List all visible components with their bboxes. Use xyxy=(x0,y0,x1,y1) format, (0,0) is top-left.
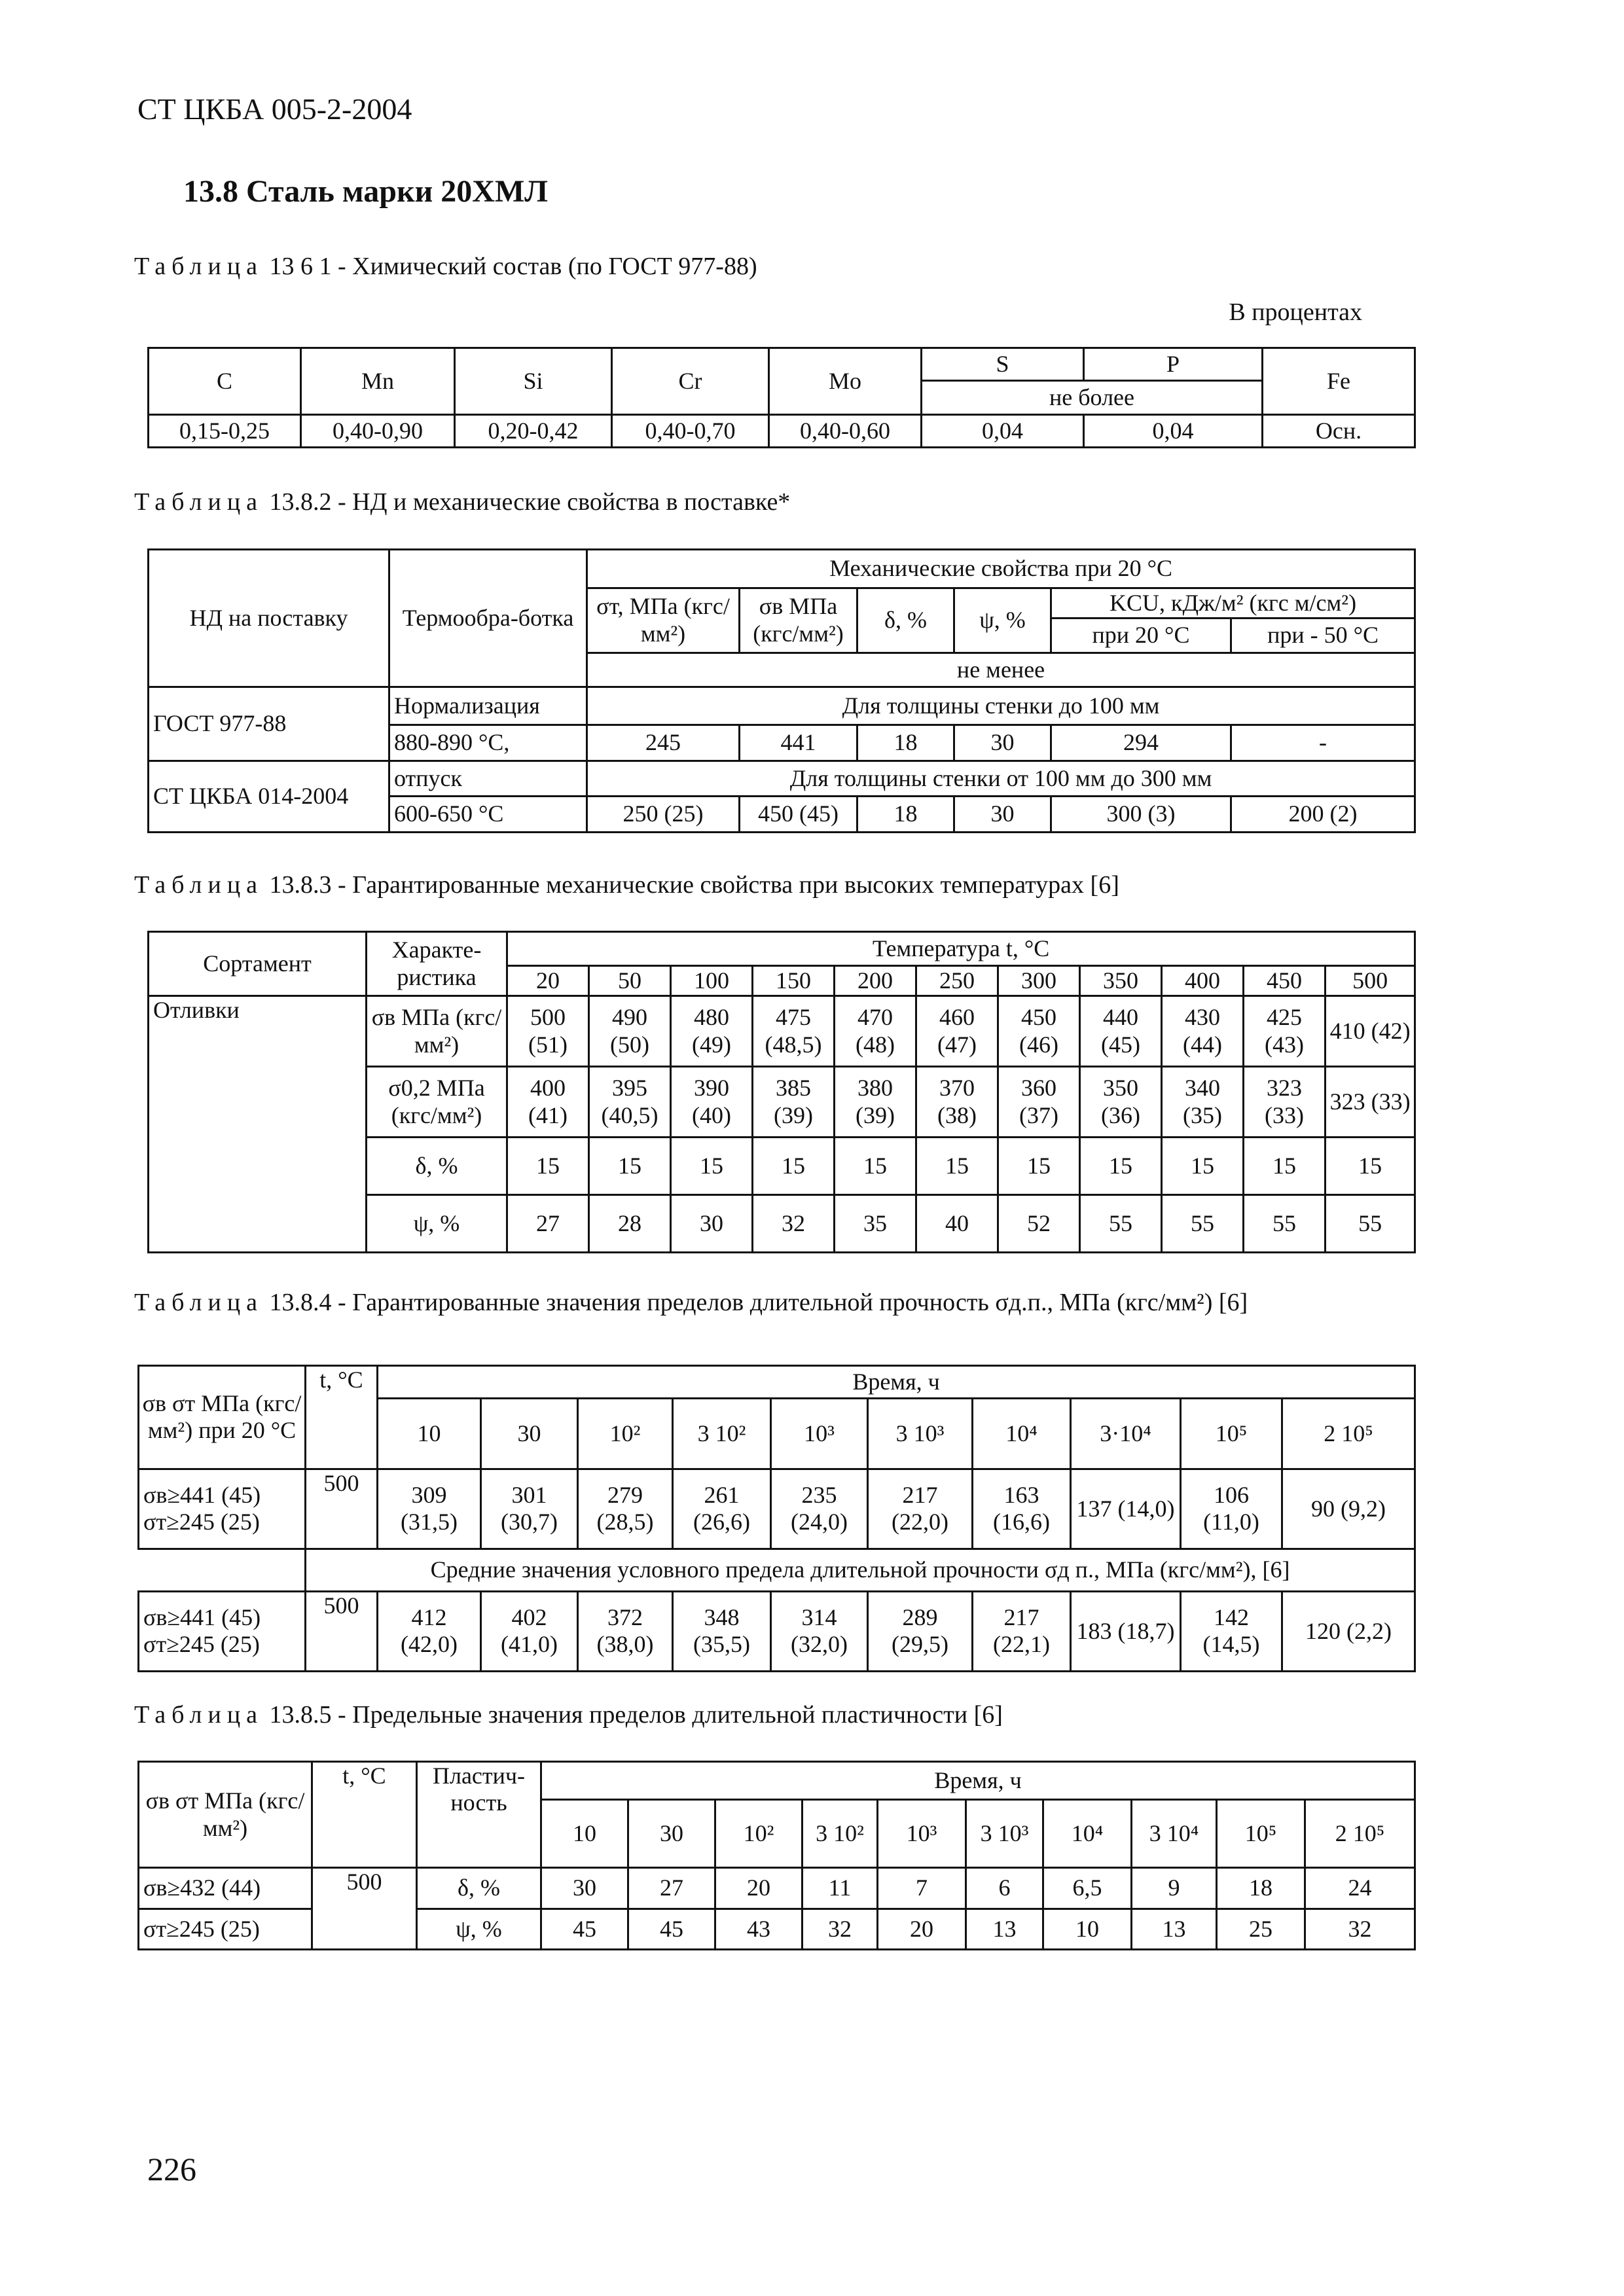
table-4-caption xyxy=(134,1288,1248,1317)
table-cell: 45 xyxy=(541,1909,628,1949)
table-cell: 183 (18,7) xyxy=(1071,1591,1181,1671)
temperature-cell: 200 xyxy=(835,966,916,996)
table-cell: - xyxy=(1231,725,1415,761)
table-cell: 15 xyxy=(835,1138,916,1195)
time-cell: 10⁴ xyxy=(1043,1800,1132,1868)
characteristic-cell: σв МПа (кгс/мм²) xyxy=(367,996,507,1067)
table-cell: 25 xyxy=(1217,1909,1305,1949)
temperature-header: Температура t, °С xyxy=(507,932,1415,966)
table-cell: 370 (38) xyxy=(916,1067,998,1138)
table-cell: 55 xyxy=(1244,1195,1326,1253)
nd-cell: ГОСТ 977-88 xyxy=(149,687,389,761)
table-cell: 0,04 xyxy=(1084,415,1263,448)
section-title: 13.8 Сталь марки 20ХМЛ xyxy=(183,174,549,209)
sortament-cell: Отливки xyxy=(149,996,367,1253)
table-cell: 0,40-0,90 xyxy=(301,415,455,448)
table-cell: 450 (46) xyxy=(998,996,1080,1067)
table-cell: 24 xyxy=(1305,1868,1415,1909)
blank-cell xyxy=(139,1549,306,1591)
temperature-cell: 350 xyxy=(1080,966,1162,996)
not-more-label: не более xyxy=(922,381,1263,415)
sigma-t-header: σт, МПа (кгс/мм²) xyxy=(587,588,740,653)
table-label: Таблица xyxy=(134,253,264,280)
temperature-cell: 100 xyxy=(671,966,753,996)
table-cell: 35 xyxy=(835,1195,916,1253)
condition-sigma-t: σт≥245 (25) xyxy=(143,1631,260,1658)
table-cell: 30 xyxy=(954,725,1051,761)
table-cell: 410 (42) xyxy=(1326,996,1415,1067)
table-cell: 142 (14,5) xyxy=(1181,1591,1282,1671)
table-cell: 90 (9,2) xyxy=(1282,1469,1415,1549)
sigma-header: σв σт МПа (кгс/мм²) при 20 °С xyxy=(139,1366,306,1469)
nd-cell: СТ ЦКБА 014-2004 xyxy=(149,761,389,832)
table-cell: 43 xyxy=(715,1909,803,1949)
table-cell: 18 xyxy=(1217,1868,1305,1909)
table-cell: 0,40-0,70 xyxy=(612,415,769,448)
plasticity-cell: δ, % xyxy=(417,1868,541,1909)
time-cell: 30 xyxy=(628,1800,715,1868)
time-cell: 3·10⁴ xyxy=(1071,1398,1181,1469)
document-header: СТ ЦКБА 005-2-2004 xyxy=(137,92,412,126)
table-cell: 27 xyxy=(628,1868,715,1909)
caption-text: 13 6 1 - Химический состав (по ГОСТ 977-88) xyxy=(269,253,757,280)
table-cell: 30 xyxy=(954,797,1051,833)
table-cell: 385 (39) xyxy=(753,1067,835,1138)
table-cell: 294 xyxy=(1051,725,1231,761)
table-cell: 137 (14,0) xyxy=(1071,1469,1181,1549)
table-cell: 323 (33) xyxy=(1244,1067,1326,1138)
condition-cell xyxy=(139,1591,306,1671)
table-cell: 314 (32,0) xyxy=(771,1591,868,1671)
heat-treatment-cell: 600-650 °С xyxy=(389,797,587,833)
table-cell: 15 xyxy=(671,1138,753,1195)
mechanical-properties-header: Механические свойства при 20 °С xyxy=(587,550,1415,588)
caption-text: 13.8.2 - НД и механические свойства в поставке* xyxy=(269,488,791,516)
time-cell: 3 10³ xyxy=(868,1398,973,1469)
table-cell: 200 (2) xyxy=(1231,797,1415,833)
time-cell: 10⁵ xyxy=(1181,1398,1282,1469)
t-cell: 500 xyxy=(306,1591,378,1671)
table-cell: 55 xyxy=(1326,1195,1415,1253)
table-1-caption xyxy=(134,252,757,281)
table-cell: 450 (45) xyxy=(740,797,857,833)
table-cell: 13 xyxy=(966,1909,1043,1949)
table-cell: 348 (35,5) xyxy=(673,1591,771,1671)
table-cell: 18 xyxy=(857,797,954,833)
high-temperature-properties-table xyxy=(147,931,1416,1253)
time-cell: 2 10⁵ xyxy=(1282,1398,1415,1469)
table-cell: 10 xyxy=(1043,1909,1132,1949)
header-cell: P xyxy=(1084,348,1263,381)
temperature-cell: 150 xyxy=(753,966,835,996)
table-cell: 0,04 xyxy=(922,415,1084,448)
table-cell: 32 xyxy=(803,1909,878,1949)
t-cell: 500 xyxy=(312,1868,417,1950)
table-cell: 250 (25) xyxy=(587,797,740,833)
table-cell: 45 xyxy=(628,1909,715,1949)
t-header: t, °С xyxy=(312,1762,417,1868)
heat-treatment-cell: отпуск xyxy=(389,761,587,797)
table-label: Таблица xyxy=(134,871,264,899)
time-cell: 10 xyxy=(541,1800,628,1868)
mechanical-properties-table xyxy=(147,548,1416,833)
time-cell: 2 10⁵ xyxy=(1305,1800,1415,1868)
table-cell: 440 (45) xyxy=(1080,996,1162,1067)
table-label: Таблица xyxy=(134,1289,264,1316)
sortament-header: Сортамент xyxy=(149,932,367,996)
characteristic-header: Характе-ристика xyxy=(367,932,507,996)
kcu-header: KCU, кДж/м² (кгс м/см²) xyxy=(1051,588,1415,619)
temperature-cell: 20 xyxy=(507,966,589,996)
chemical-composition-table xyxy=(147,347,1416,448)
table-cell: 470 (48) xyxy=(835,996,916,1067)
kcu-minus50-header: при - 50 °С xyxy=(1231,619,1415,653)
table-cell: 475 (48,5) xyxy=(753,996,835,1067)
caption-text: 13.8.3 - Гарантированные механические свойства при высоких температурах [6] xyxy=(269,871,1119,899)
table-cell: 402 (41,0) xyxy=(481,1591,578,1671)
table-cell: 32 xyxy=(1305,1909,1415,1949)
table-cell: 52 xyxy=(998,1195,1080,1253)
table-cell: 490 (50) xyxy=(589,996,671,1067)
kcu-20-header: при 20 °С xyxy=(1051,619,1231,653)
sigma-header: σв σт МПа (кгс/мм²) xyxy=(139,1762,312,1868)
nd-header: НД на поставку xyxy=(149,550,389,687)
table-cell: 163 (16,6) xyxy=(973,1469,1071,1549)
table-cell: 300 (3) xyxy=(1051,797,1231,833)
header-cell: Mn xyxy=(301,348,455,415)
wall-thickness-span: Для толщины стенки до 100 мм xyxy=(587,687,1415,725)
table-cell: 400 (41) xyxy=(507,1067,589,1138)
table-2-caption xyxy=(134,488,790,516)
table-cell: 0,15-0,25 xyxy=(149,415,301,448)
condition-sigma-t: σт≥245 (25) xyxy=(139,1909,312,1949)
table-cell: 217 (22,0) xyxy=(868,1469,973,1549)
table-cell: 309 (31,5) xyxy=(378,1469,481,1549)
table-cell: 500 (51) xyxy=(507,996,589,1067)
table-cell: 27 xyxy=(507,1195,589,1253)
condition-sigma-v: σв≥441 (45) xyxy=(143,1604,261,1630)
heat-treatment-header: Термообра-ботка xyxy=(389,550,587,687)
table-cell: 28 xyxy=(589,1195,671,1253)
header-cell: С xyxy=(149,348,301,415)
table-cell: 217 (22,1) xyxy=(973,1591,1071,1671)
table-cell: 6,5 xyxy=(1043,1868,1132,1909)
table-cell: 18 xyxy=(857,725,954,761)
caption-text: 13.8.4 - Гарантированные значения пределов длительной прочность σд.п., МПа (кгс/мм²) [6] xyxy=(269,1289,1248,1316)
long-term-plasticity-table xyxy=(137,1761,1416,1950)
time-cell: 10⁵ xyxy=(1217,1800,1305,1868)
table-cell: 20 xyxy=(715,1868,803,1909)
table-cell: 261 (26,6) xyxy=(673,1469,771,1549)
table-cell: 55 xyxy=(1080,1195,1162,1253)
table-cell: 245 xyxy=(587,725,740,761)
table-cell: 15 xyxy=(589,1138,671,1195)
table-cell: 460 (47) xyxy=(916,996,998,1067)
time-cell: 30 xyxy=(481,1398,578,1469)
temperature-cell: 450 xyxy=(1244,966,1326,996)
table-cell: 395 (40,5) xyxy=(589,1067,671,1138)
table-cell: 279 (28,5) xyxy=(578,1469,673,1549)
units-note: В процентах xyxy=(1229,298,1362,326)
table-cell: 30 xyxy=(671,1195,753,1253)
table-cell: 425 (43) xyxy=(1244,996,1326,1067)
heat-treatment-cell: 880-890 °С, xyxy=(389,725,587,761)
page-number: 226 xyxy=(147,2151,196,2187)
wall-thickness-span: Для толщины стенки от 100 мм до 300 мм xyxy=(587,761,1415,797)
delta-header: δ, % xyxy=(857,588,954,653)
table-cell: 40 xyxy=(916,1195,998,1253)
table-cell: 0,40-0,60 xyxy=(769,415,922,448)
table-cell: 9 xyxy=(1132,1868,1217,1909)
long-term-strength-table xyxy=(137,1365,1416,1672)
time-header: Время, ч xyxy=(541,1762,1415,1800)
table-cell: 412 (42,0) xyxy=(378,1591,481,1671)
header-cell: S xyxy=(922,348,1084,381)
time-cell: 10³ xyxy=(771,1398,868,1469)
time-cell: 10⁴ xyxy=(973,1398,1071,1469)
psi-header: ψ, % xyxy=(954,588,1051,653)
table-cell: 441 xyxy=(740,725,857,761)
table-label: Таблица xyxy=(134,488,264,516)
table-label: Таблица xyxy=(134,1701,264,1729)
table-cell: 15 xyxy=(998,1138,1080,1195)
heat-treatment-cell: Нормализация xyxy=(389,687,587,725)
table-cell: 32 xyxy=(753,1195,835,1253)
header-cell: Si xyxy=(455,348,612,415)
temperature-cell: 50 xyxy=(589,966,671,996)
table-cell: 323 (33) xyxy=(1326,1067,1415,1138)
table-cell: 340 (35) xyxy=(1162,1067,1244,1138)
not-less-label: не менее xyxy=(587,653,1415,687)
table-cell: 0,20-0,42 xyxy=(455,415,612,448)
plasticity-cell: ψ, % xyxy=(417,1909,541,1949)
table-5-caption xyxy=(134,1700,1003,1729)
table-cell: 15 xyxy=(916,1138,998,1195)
table-cell: 430 (44) xyxy=(1162,996,1244,1067)
characteristic-cell: σ0,2 МПа (кгс/мм²) xyxy=(367,1067,507,1138)
condition-sigma-v: σв≥441 (45) xyxy=(143,1482,261,1509)
table-cell: 15 xyxy=(507,1138,589,1195)
table-cell: 106 (11,0) xyxy=(1181,1469,1282,1549)
table-cell: 13 xyxy=(1132,1909,1217,1949)
table-cell: 30 xyxy=(541,1868,628,1909)
temperature-cell: 500 xyxy=(1326,966,1415,996)
plasticity-header: Пластич-ность xyxy=(417,1762,541,1868)
caption-text: 13.8.5 - Предельные значения пределов длительной пластичности [6] xyxy=(269,1701,1003,1729)
header-cell: Cr xyxy=(612,348,769,415)
characteristic-cell: ψ, % xyxy=(367,1195,507,1253)
table-cell: 380 (39) xyxy=(835,1067,916,1138)
time-cell: 3 10⁴ xyxy=(1132,1800,1217,1868)
table-cell: 480 (49) xyxy=(671,996,753,1067)
header-cell: Fe xyxy=(1263,348,1415,415)
table-cell: 55 xyxy=(1162,1195,1244,1253)
table-cell: 11 xyxy=(803,1868,878,1909)
time-cell: 10² xyxy=(578,1398,673,1469)
condition-cell xyxy=(139,1469,306,1549)
time-cell: 3 10³ xyxy=(966,1800,1043,1868)
table-cell: Осн. xyxy=(1263,415,1415,448)
table-cell: 289 (29,5) xyxy=(868,1591,973,1671)
average-values-span: Средние значения условного предела длительной прочности σд п., МПа (кгс/мм²), [6] xyxy=(306,1549,1415,1591)
condition-sigma-v: σв≥432 (44) xyxy=(139,1868,312,1909)
t-cell: 500 xyxy=(306,1469,378,1549)
t-header: t, °С xyxy=(306,1366,378,1469)
time-header: Время, ч xyxy=(378,1366,1415,1399)
table-cell: 301 (30,7) xyxy=(481,1469,578,1549)
sigma-v-header: σв МПа (кгс/мм²) xyxy=(740,588,857,653)
table-cell: 372 (38,0) xyxy=(578,1591,673,1671)
table-cell: 15 xyxy=(1080,1138,1162,1195)
time-cell: 3 10² xyxy=(673,1398,771,1469)
temperature-cell: 250 xyxy=(916,966,998,996)
table-cell: 6 xyxy=(966,1868,1043,1909)
header-cell: Mo xyxy=(769,348,922,415)
table-cell: 235 (24,0) xyxy=(771,1469,868,1549)
table-cell: 350 (36) xyxy=(1080,1067,1162,1138)
table-cell: 15 xyxy=(1162,1138,1244,1195)
table-cell: 7 xyxy=(878,1868,966,1909)
table-3-caption xyxy=(134,870,1119,899)
table-cell: 15 xyxy=(1244,1138,1326,1195)
time-cell: 10² xyxy=(715,1800,803,1868)
table-cell: 15 xyxy=(753,1138,835,1195)
table-cell: 20 xyxy=(878,1909,966,1949)
time-cell: 10³ xyxy=(878,1800,966,1868)
condition-sigma-t: σт≥245 (25) xyxy=(143,1509,260,1535)
temperature-cell: 400 xyxy=(1162,966,1244,996)
table-cell: 120 (2,2) xyxy=(1282,1591,1415,1671)
time-cell: 3 10² xyxy=(803,1800,878,1868)
table-cell: 360 (37) xyxy=(998,1067,1080,1138)
temperature-cell: 300 xyxy=(998,966,1080,996)
table-cell: 390 (40) xyxy=(671,1067,753,1138)
table-cell: 15 xyxy=(1326,1138,1415,1195)
characteristic-cell: δ, % xyxy=(367,1138,507,1195)
time-cell: 10 xyxy=(378,1398,481,1469)
